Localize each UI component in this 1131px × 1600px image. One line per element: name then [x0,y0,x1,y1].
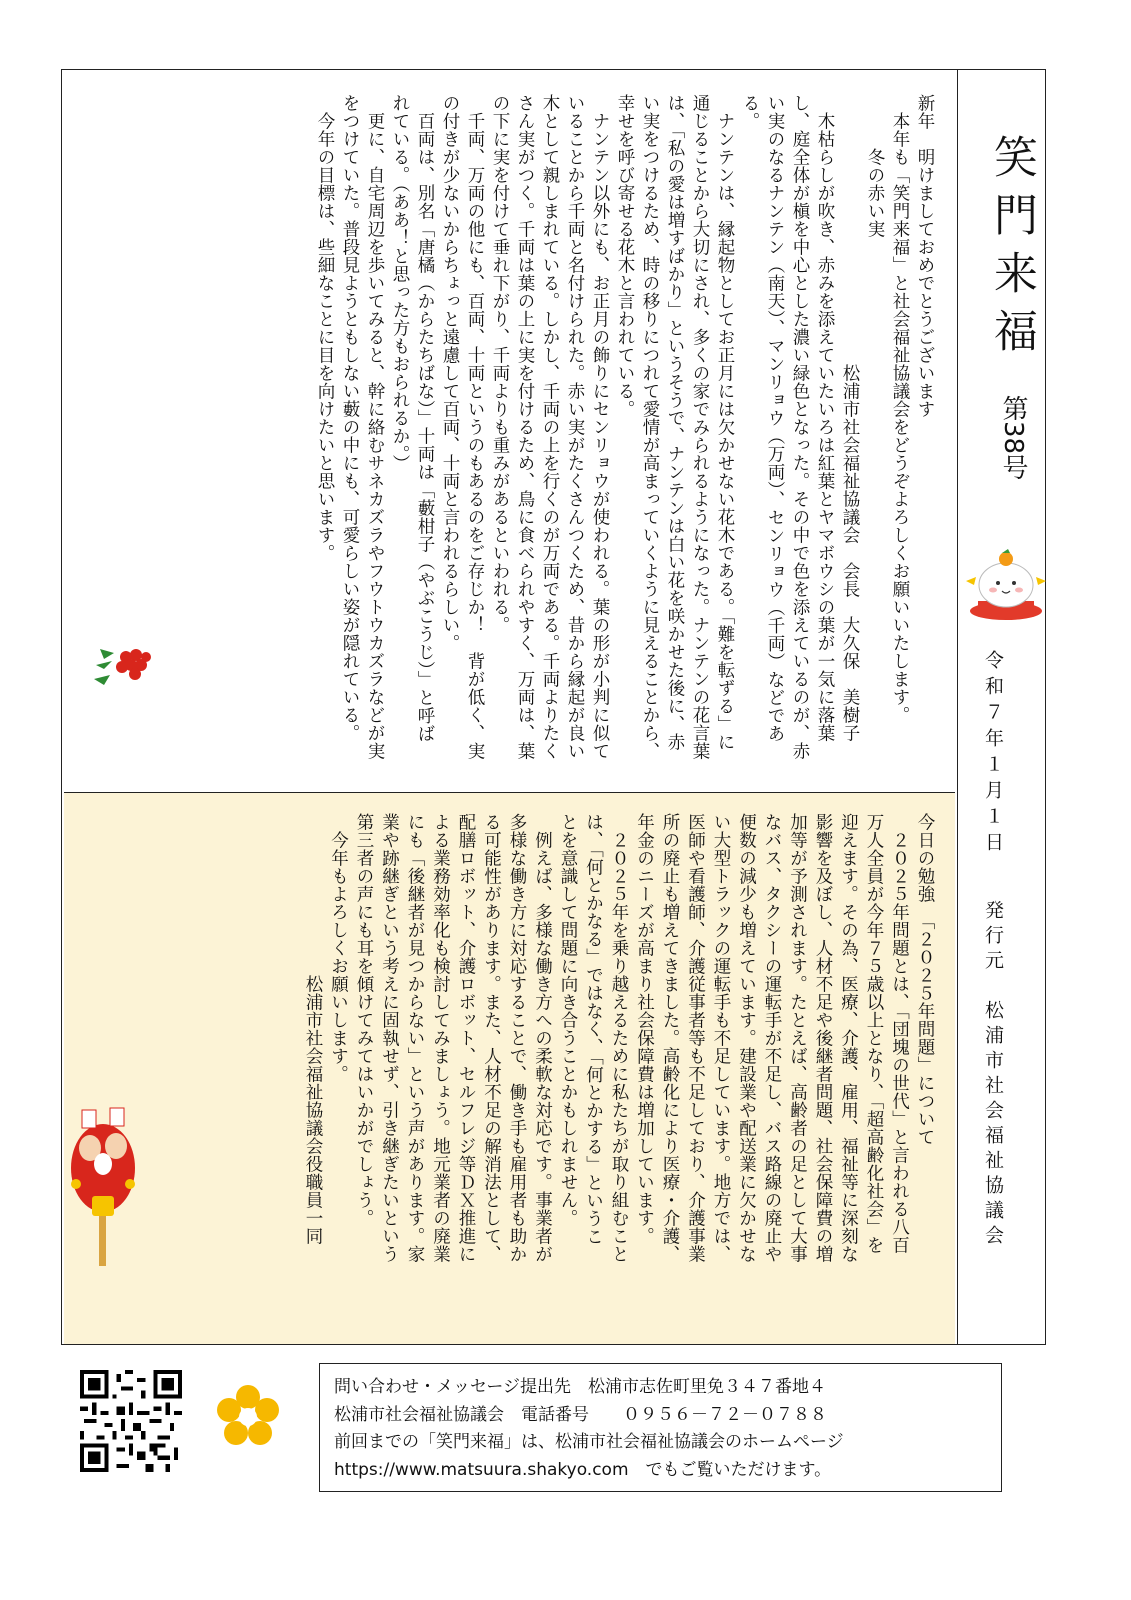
contact-phone: 松浦市社会福祉協議会 電話番号 ０９５６－７２－０７８８ [334,1404,827,1425]
study-line: い大型トラックの運転手も不足しています。地方では、 [711,813,731,1263]
study-line: 多様な働き方に対応することで、働き手も雇用者も助か [507,813,527,1263]
essay-section [64,72,955,790]
nandina-berries-icon [90,635,158,695]
essay-heading: 冬の赤い実 [865,94,885,238]
issue-number: 第38号 [998,395,1028,481]
newsletter-title: 笑門来福 [986,134,1037,366]
essay-line: ナンテンは、縁起物としてお正月には欠かせない花木である。「難を転ずる」に [715,94,735,752]
study-line: 第三者の声にも耳を傾けてみてはいかがでしょう。 [354,813,374,1227]
study-line: ２０２５年問題とは、「団塊の世代」と言われる八百 [889,813,910,1255]
contact-homepage-note: 前回までの「笑門来福」は、松浦市社会福祉協議会のホームページ [334,1432,844,1452]
contact-address: 問い合わせ・メッセージ提出先 松浦市志佐町里免３４７番地４ [334,1377,826,1397]
study-line: ２０２５年を乗り越えるために私たちが取り組むこと [609,813,629,1263]
essay-line: 木として親しまれている。しかし、千両の上を行くのが万両である。千両よりたく [540,94,560,760]
essay-line: いることから千両と名付けられた。赤い実がたくさんつくため、昔から縁起が良い [565,94,585,760]
essay-line: さん実がつく。千両は葉の上に実を付けるため、鳥に食べられやすく、万両は、葉 [515,94,535,760]
contact-url[interactable]: https://www.matsuura.shakyo.com でもご覧いただけます。 [334,1459,832,1480]
essay-line: 千両、万両の他にも、百両、十両というのもあるのをご存じか！ 背が低く、実 [465,94,485,760]
study-line: にも「後継者が見つからない」という声があります。家 [405,813,425,1263]
study-line: 年金のニーズが高まり社会保障費は増加しています。 [634,813,655,1245]
essay-line: る。 [740,94,760,130]
essay-line: の付きが少ないからちょっと遠慮して百両、十両と言われるらしい。 [440,94,460,652]
mochi-mascot-icon [962,545,1050,623]
essay-line: は、「私の愛は増すばかり」というそうで、ナンテンは白い花を咲かせた後に、赤 [665,94,685,752]
study-closing: 今年もよろしくお願いします。 [328,813,349,1083]
study-line: 影響を及ぼし、人材不足や後継者問題、社会保障費の増 [813,813,833,1263]
essay-author: 松浦市社会福祉協議会 会長 大久保 美樹子 [840,94,860,742]
essay-line: 木枯らしが吹き、赤みを添えていたいろは紅葉とヤマボウシの葉が一気に落葉 [815,94,835,742]
study-line: よる業務効率化も検討してみましょう。地元業者の廃業 [430,813,451,1263]
qr-code[interactable] [80,1370,182,1472]
issue-date: 令和７年１月１日 [982,650,1004,858]
essay-line: い実のなるナンテン（南天）、マンリョウ（万両）、センリョウ（千両）などであ [765,94,785,743]
essay-line: をつけていた。普段見ようともしない藪の中にも、可愛らしい姿が隠れている。 [340,94,360,742]
essay-text [312,94,937,784]
study-line: とを意識して問題に向き合うことかもしれません。 [558,813,578,1227]
essay-line: 通じることから大切にされ、多くの家でみられるようになった。ナンテンの花言葉 [690,94,710,760]
study-heading: 今日の勉強 「２０２５年問題」について [915,813,935,1147]
essay-line: 今年の目標は、些細なことに目を向けたいと思います。 [315,94,335,562]
study-text [300,813,938,1333]
study-line: 業や跡継ぎという考えに固執せず、引き継ぎたいという [379,813,400,1263]
column-divider [957,69,958,1345]
study-line: なバス、タクシーの運転手が不足し、バス路線の廃止や [762,813,782,1263]
study-line: 配膳ロボット、介護ロボット、セルフレジ等ＤＸ推進に [456,813,476,1263]
essay-line: ナンテン以外にも、お正月の飾りにセンリョウが使われる。葉の形が小判に似て [590,94,610,760]
essay-line: し、庭全体が槇を中心とした濃い緑色となった。その中で色を添えているのが、赤 [790,94,810,760]
essay-line: 本年も「笑門来福」と社会福祉協議会をどうぞよろしくお願いいたします。 [890,94,910,724]
study-line: 迎えます。その為、医療、介護、雇用、福祉等に深刻な [838,813,859,1263]
study-signature: 松浦市社会福祉協議会役職員一同 [303,813,323,1245]
flower-icon [214,1383,282,1451]
study-section [64,792,955,1344]
study-line: 例えば、多様な働き方への柔軟な対応です。事業者が [532,813,553,1263]
study-line: 医師や看護師、介護従事者等も不足しており、介護事業 [685,813,706,1263]
study-line: る可能性があります。また、人材不足の解消法として、 [481,813,502,1263]
greeting-line: 新年 明けましておめでとうございます [915,94,935,418]
essay-line: 更に、自宅周辺を歩いてみると、幹に絡むサネカズラやフウトウカズラなどが実 [365,94,385,760]
study-line: 万人全員が今年７５歳以上となり、「超高齢化社会」を [864,813,884,1255]
study-line: 所の廃止も増えてきました。高齢化により医療・介護、 [660,813,680,1263]
publisher: 発行元 松浦市社会福祉協議会 [982,900,1004,1250]
essay-line: れている。（ああ！と思った方もおられるか。） [390,94,410,473]
study-line: 加等が予測されます。たとえば、高齢者の足として大事 [787,813,808,1263]
contact-box [319,1363,1002,1492]
essay-line: の下に実を付けて垂れ下がり、千両よりも重みがあるといわれる。 [490,94,510,634]
essay-line: い実をつけるため、時の移りにつれて愛情が高まっていくように見えることから、 [640,94,660,760]
essay-line: 百両は、別名「唐橘（からたちばな）」十両は「藪柑子（やぶこうじ）」と呼ば [415,94,435,743]
study-line: は、「何とかなる」ではなく、「何とかする」というこ [583,813,604,1246]
lucky-charm-rake-icon [62,1098,144,1268]
study-line: 便数の減少も増えています。建設業や配送業に欠かせな [736,813,757,1263]
essay-line: 幸せを呼び寄せる花木と言われている。 [615,94,635,418]
